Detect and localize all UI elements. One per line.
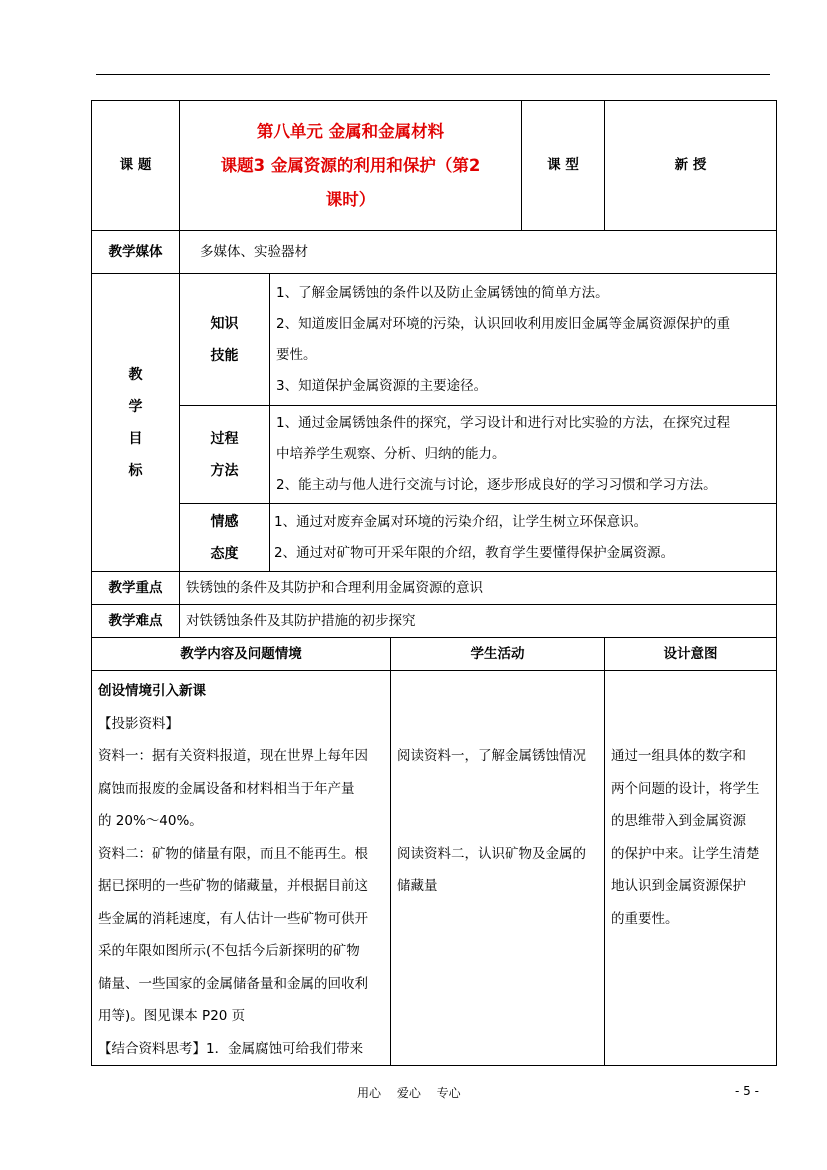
title-lesson: 课题3 金属资源的利用和保护（第2 bbox=[220, 155, 481, 175]
content-cell: 创设情境引入新课 【投影资料】 资料一：据有关资料报道，现在世界上每年因 腐蚀而报废的金属设备和材料相当于年产量 的 20%～40%。 资料二：矿物的储量有限，而且不能再生。根 据已探明的一些矿物的储藏量，并根据目前这 些金属的消耗速度，有人估计一些矿物可供开 采的年限如图所示(不包括今后新探明的矿物 储量、一些国家的金属储备量和金属的回收利 用等)。图见课本 P20 页 【结合资料思考】1．金属腐蚀可给我们带来 bbox=[92, 671, 391, 1066]
goal-process-row bbox=[92, 406, 777, 504]
course-title bbox=[180, 101, 522, 231]
title-lesson-cont: 课时） bbox=[325, 189, 376, 209]
activity-2-line-1: 阅读资料二，认识矿物及金属的 bbox=[397, 845, 586, 862]
header-rule bbox=[96, 74, 770, 75]
knowledge-label: 知识 技能 bbox=[180, 274, 270, 406]
emotion-label: 情感 态度 bbox=[180, 504, 270, 572]
difficulty-label: 教学难点 bbox=[92, 605, 180, 638]
type-label: 课 型 bbox=[522, 101, 605, 231]
footer-motto: 用心 爱心 专心 bbox=[357, 1086, 461, 1100]
difficulty-row bbox=[92, 605, 777, 638]
lesson-plan-table bbox=[91, 100, 777, 1066]
type-value: 新 授 bbox=[605, 101, 777, 231]
difficulty-value: 对铁锈蚀条件及其防护措施的初步探究 bbox=[180, 605, 777, 638]
media-label: 教学媒体 bbox=[92, 231, 180, 274]
key-point-value: 铁锈蚀的条件及其防护和合理利用金属资源的意识 bbox=[180, 572, 777, 605]
goals-label: 教 学 目 标 bbox=[92, 274, 180, 572]
knowledge-items: 1、了解金属锈蚀的条件以及防止金属锈蚀的简单方法。 2、知道废旧金属对环境的污染，认识回收利用废旧金属等金属资源保护的重 要性。 3、知道保护金属资源的主要途径。 bbox=[270, 274, 777, 406]
column-activity-header: 学生活动 bbox=[391, 638, 605, 671]
title-row bbox=[92, 101, 777, 231]
key-point-row bbox=[92, 572, 777, 605]
goal-knowledge-row bbox=[92, 274, 777, 406]
columns-header-row bbox=[92, 638, 777, 671]
key-point-label: 教学重点 bbox=[92, 572, 180, 605]
activity-cell bbox=[391, 671, 605, 1066]
title-unit: 第八单元 金属和金属材料 bbox=[256, 121, 445, 141]
process-label: 过程 方法 bbox=[180, 406, 270, 504]
column-content-header: 教学内容及问题情境 bbox=[92, 638, 391, 671]
activity-2-line-2: 储藏量 bbox=[397, 878, 438, 894]
goal-emotion-row bbox=[92, 504, 777, 572]
emotion-items: 1、通过对废弃金属对环境的污染介绍，让学生树立环保意识。 2、通过对矿物可开采年限的介绍，教育学生要懂得保护金属资源。 bbox=[270, 504, 777, 572]
media-row bbox=[92, 231, 777, 274]
body-row bbox=[92, 671, 777, 1066]
course-label: 课 题 bbox=[92, 101, 180, 231]
process-items: 1、通过金属锈蚀条件的探究，学习设计和进行对比实验的方法，在探究过程 中培养学生观察、分析、归纳的能力。 2、能主动与他人进行交流与讨论，逐步形成良好的学习习惯和学习方法。 bbox=[270, 406, 777, 504]
activity-1: 阅读资料一，了解金属锈蚀情况 bbox=[397, 748, 586, 764]
intent-cell: 通过一组具体的数字和 两个问题的设计，将学生 的思维带入到金属资源 的保护中来。让学生清楚 地认识到金属资源保护 的重要性。 bbox=[605, 671, 777, 1066]
media-value: 多媒体、实验器材 bbox=[180, 231, 777, 274]
column-intent-header: 设计意图 bbox=[605, 638, 777, 671]
page-number: - 5 - bbox=[735, 1084, 759, 1098]
